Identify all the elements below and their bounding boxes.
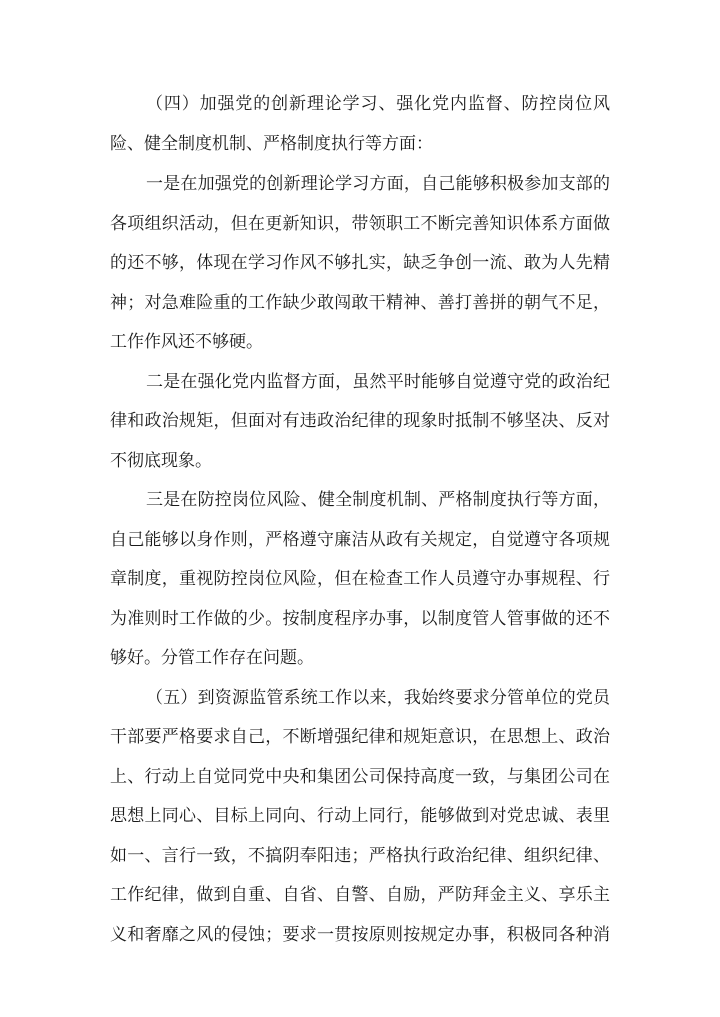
- paragraph-line: 三是在防控岗位风险、健全制度机制、严格制度执行等方面，: [146, 490, 610, 510]
- paragraph-line: 一是在加强党的创新理论学习方面，自己能够积极参加支部的: [146, 174, 610, 194]
- paragraph-line: 义和奢靡之风的侵蚀；要求一贯按原则按规定办事，积极同各种消: [110, 925, 610, 945]
- paragraph-line: 律和政治规矩，但面对有违政治纪律的现象时抵制不够坚决、反对: [110, 411, 610, 431]
- paragraph-line: 干部要严格要求自己，不断增强纪律和规矩意识，在思想上、政治: [110, 727, 610, 747]
- paragraph-line: 章制度，重视防控岗位风险，但在检查工作人员遵守办事规程、行: [110, 569, 610, 589]
- paragraph-line: （四）加强党的创新理论学习、强化党内监督、防控岗位风: [146, 94, 610, 114]
- paragraph-line: 上、行动上自觉同党中央和集团公司保持高度一致，与集团公司在: [110, 767, 610, 787]
- paragraph-line: 思想上同心、目标上同向、行动上同行，能够做到对党忠诚、表里: [110, 806, 610, 826]
- paragraph-line: 不彻底现象。: [110, 451, 212, 471]
- paragraph-line: 为准则时工作做的少。按制度程序办事，以制度管人管事做的还不: [110, 609, 610, 629]
- paragraph-line: 神；对急难险重的工作缺少敢闯敢干精神、善打善拼的朝气不足，: [110, 293, 610, 313]
- paragraph-line: 险、健全制度机制、严格制度执行等方面：: [110, 134, 433, 154]
- paragraph-line: 二是在强化党内监督方面，虽然平时能够自觉遵守党的政治纪: [146, 372, 610, 392]
- paragraph-line: 工作作风还不够硬。: [110, 332, 263, 352]
- paragraph-line: 的还不够，体现在学习作风不够扎实，缺乏争创一流、敢为人先精: [110, 253, 610, 273]
- paragraph-line: 工作纪律，做到自重、自省、自警、自励，严防拜金主义、享乐主: [110, 885, 610, 905]
- paragraph-line: 够好。分管工作存在问题。: [110, 648, 314, 668]
- paragraph-line: 各项组织活动，但在更新知识，带领职工不断完善知识体系方面做: [110, 214, 610, 234]
- paragraph-line: 如一、言行一致，不搞阴奉阳违；严格执行政治纪律、组织纪律、: [110, 846, 610, 866]
- paragraph-line: （五）到资源监管系统工作以来，我始终要求分管单位的党员: [146, 688, 610, 708]
- paragraph-line: 自己能够以身作则，严格遵守廉洁从政有关规定，自觉遵守各项规: [110, 530, 610, 550]
